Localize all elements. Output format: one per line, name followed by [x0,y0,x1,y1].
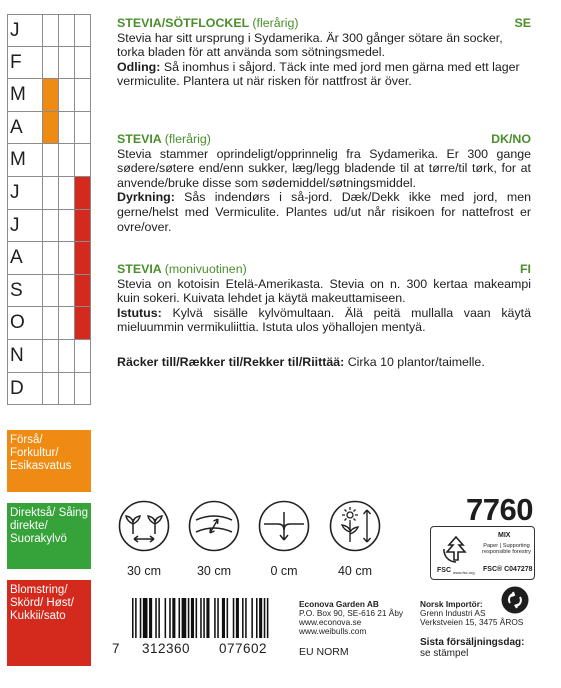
calendar-cell-red [75,307,91,339]
calendar-month-row [7,14,91,47]
calendar-cell [59,340,75,372]
section-body: Stevia har sitt ursprung i Sydamerika. Är 300 gånger sötare än socker, torka bladen för att använda som sötningsmedel. [117,30,503,60]
barcode-bar [227,598,229,638]
section-swedish [117,16,531,89]
calendar-cell [75,340,91,372]
calendar-cell-red [75,275,91,307]
company-website: www.econova.se [299,617,362,627]
calendar-cell [59,242,75,274]
calendar-cell [43,47,59,79]
barcode-bar [236,598,239,638]
section-danish-norwegian [117,132,531,234]
barcode-bar [259,598,262,638]
calendar-month-row [7,307,91,340]
calendar-month-row [7,242,91,275]
sowing-calendar [7,14,91,405]
plant-height-icon [329,500,381,552]
calendar-cell [59,144,75,176]
month-letter: O [7,307,43,339]
barcode-bar [256,598,258,638]
language-code: DK/NO [491,132,531,146]
barcode-bar [135,598,137,638]
month-letter: M [7,144,43,176]
calendar-month-row [7,47,91,80]
section-title: STEVIA (monivuotinen) [117,262,247,276]
calendar-month-row [7,275,91,308]
company-address: P.O. Box 90, SE-616 21 Åby [299,608,404,618]
eu-norm: EU NORM [299,646,349,658]
calendar-cell [59,47,75,79]
barcode-bar [188,598,190,638]
last-sale-value: se stämpel [420,648,469,659]
legend-direct-sowing: Direktså/ Såing direkte/ Suorakylvö [7,503,91,569]
calendar-cell [43,242,59,274]
calendar-cell [59,210,75,242]
calendar-cell [59,307,75,339]
calendar-month-row [7,144,91,177]
barcode-bar [155,598,157,638]
month-letter: A [7,242,43,274]
language-code: SE [514,16,531,30]
company-name: Econova Garden AB [299,599,379,609]
calendar-cell [59,112,75,144]
calendar-cell [43,275,59,307]
calendar-cell [43,340,59,372]
calendar-cell-red [75,210,91,242]
month-letter: N [7,340,43,372]
calendar-month-row [7,373,91,406]
importer-label: Norsk Importör: [420,599,483,609]
month-letter: S [7,275,43,307]
fsc-code: FSC® C047278 [483,566,533,573]
cultivation-text: Dyrkning: Sås indendørs i så-jord. Dæk/Dekk ikke med jord, men gerne/helst med Vermiculite. Plantes ud/ut når risikoen for nattefrost er ovre/over. [117,190,531,234]
month-letter: M [7,79,43,111]
fsc-brand: FSC [437,567,451,574]
last-sale-label: Sista försäljningsdag: [420,637,525,648]
fsc-mix: MIX [498,532,511,539]
month-letter: A [7,112,43,144]
barcode [132,598,288,638]
row-spacing-label: 30 cm [196,564,232,578]
calendar-month-row [7,210,91,243]
plant-height-label: 40 cm [337,564,373,578]
barcode-bar [245,598,247,638]
section-body: Stevia on kotoisin Etelä-Amerikasta. Stevia on n. 300 kertaa makeampi kuin sokeri. Kuivata lehdet ja käytä makeuttamiseen. [117,276,531,306]
calendar-cell [75,15,91,46]
section-title: STEVIA/SÖTFLOCKEL (flerårig) [117,16,299,30]
sowing-depth-icon [258,500,310,552]
calendar-cell-orange [43,79,59,111]
calendar-cell-red [75,177,91,209]
barcode-bar [267,598,269,638]
barcode-bar [196,598,198,638]
calendar-cell [75,112,91,144]
product-number: 7760 [466,492,533,527]
barcode-bar [191,598,194,638]
month-letter: D [7,373,43,405]
fsc-paper-text: Paper | Supporting responsible forestry [482,543,531,556]
barcode-bar [158,598,160,638]
calendar-cell [59,275,75,307]
calendar-cell [43,144,59,176]
importer-name: Grenn Industri AS [420,608,486,618]
barcode-bar [251,598,253,638]
barcode-bar [165,598,167,638]
importer-info [420,600,550,627]
calendar-cell [43,373,59,405]
barcode-bar [214,598,216,638]
calendar-cell-orange [43,112,59,144]
month-letter: J [7,177,43,209]
cultivation-text: Istutus: Kylvä sisälle kylvömultaan. Älä peitä mullalla vaan käytä mieluummin vermikuliittia. Istuta ulos yöhallojen mentyä. [117,305,531,335]
language-code: FI [519,262,531,276]
barcode-left-digits: 312360 [142,641,191,656]
barcode-bar [200,598,202,638]
barcode-bar [143,598,148,638]
calendar-month-row [7,340,91,373]
sowing-depth-label: 0 cm [270,564,298,578]
barcode-right-digits: 077602 [219,641,268,656]
calendar-month-row [7,79,91,112]
cultivation-text: Odling: Så inomhus i såjord. Täck inte med jord men gärna med ett lager vermiculite. Plantera ut när risken för nattfrost är över. [117,59,520,89]
calendar-cell [75,79,91,111]
calendar-cell [59,15,75,46]
yield-info: Räcker till/Rækker til/Rekker til/Riittää: Cirka 10 plantor/taimelle. [117,355,485,369]
barcode-bar [217,598,219,638]
barcode-bar [179,598,181,638]
calendar-cell [75,144,91,176]
calendar-cell [43,15,59,46]
month-letter: F [7,47,43,79]
fsc-label [430,526,535,580]
legend-flowering: Blomstring/ Skörd/ Høst/ Kukkii/sato [7,580,91,666]
calendar-cell-red [75,242,91,274]
barcode-bar [264,598,266,638]
importer-address: Verkstveien 15, 3475 ÅROS [420,617,524,627]
fsc-website: www.fsc.org [453,570,475,575]
barcode-first-digit: 7 [112,641,121,656]
calendar-cell [75,373,91,405]
fsc-tree-icon [441,533,471,565]
barcode-bar [169,598,171,638]
last-sale-date [420,637,550,659]
calendar-cell [59,373,75,405]
calendar-cell [43,177,59,209]
section-body: Stevia stammer oprindeligt/opprinnelig fra Sydamerika. Er 300 gange sødere/søtere end/enn sukker, læg/legg bladende til at tørre/til tørk, for at anvende/bruke disse som sødemiddel/søtningsmiddel. [117,146,531,190]
legend-presowing: Förså/ Forkultur/ Esikasvatus [7,430,91,492]
section-finnish [117,262,531,335]
barcode-bar [222,598,225,638]
barcode-bar [233,598,235,638]
company-info [299,600,417,636]
row-spacing-icon [188,500,240,552]
barcode-bar [182,598,187,638]
calendar-cell [59,79,75,111]
barcode-bar [203,598,205,638]
month-letter: J [7,210,43,242]
calendar-cell [59,177,75,209]
barcode-bar [206,598,209,638]
barcode-bar [132,598,134,638]
barcode-bar [172,598,175,638]
barcode-bar [242,598,244,638]
calendar-cell [43,210,59,242]
calendar-month-row [7,112,91,145]
plant-spacing-label: 30 cm [126,564,162,578]
calendar-month-row [7,177,91,210]
calendar-cell [75,47,91,79]
barcode-bar [140,598,142,638]
plant-spacing-icon [118,500,170,552]
barcode-bar [149,598,152,638]
month-letter: J [7,15,43,46]
section-title: STEVIA (flerårig) [117,132,211,146]
calendar-cell [43,307,59,339]
company-website-2: www.weibulls.com [299,626,367,636]
